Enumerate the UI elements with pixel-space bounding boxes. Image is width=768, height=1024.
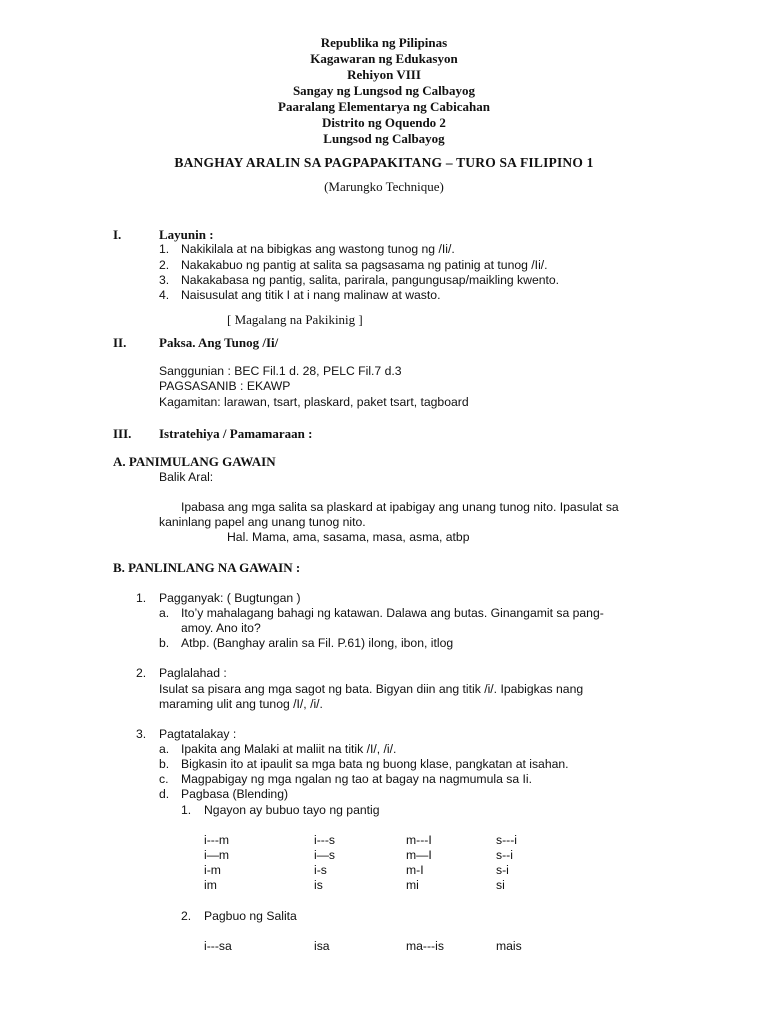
syllable-cell: im bbox=[204, 878, 217, 892]
objective-3-number: 3. bbox=[159, 273, 170, 287]
pagganyak-number: 1. bbox=[136, 591, 147, 605]
balik-aral-paragraph-line-2: kaninlang papel ang unang tunog nito. bbox=[159, 515, 366, 529]
lesson-plan-title: BANGHAY ARALIN SA PAGPAPAKITANG – TURO SA FILIPINO 1 bbox=[174, 155, 594, 170]
header-line-city: Lungsod ng Calbayog bbox=[323, 131, 445, 146]
objective-1-number: 1. bbox=[159, 242, 170, 256]
riddle-b-letter: b. bbox=[159, 636, 170, 650]
section-1-heading: Layunin : bbox=[159, 227, 214, 242]
pagtatalakay-d-letter: d. bbox=[159, 787, 170, 801]
word-building-cell: isa bbox=[314, 939, 330, 953]
objective-4-text: Naisusulat ang titik I at i nang malinaw at wasto. bbox=[181, 288, 441, 302]
section-3-number: III. bbox=[113, 426, 132, 441]
syllable-cell: i---s bbox=[314, 833, 335, 847]
value-focus: [ Magalang na Pakikinig ] bbox=[227, 312, 363, 327]
section-2-heading: Paksa. Ang Tunog /Ii/ bbox=[159, 335, 279, 350]
syllable-cell: i---m bbox=[204, 833, 230, 847]
riddle-a-letter: a. bbox=[159, 606, 170, 620]
pagtatalakay-d-text: Pagbasa (Blending) bbox=[181, 787, 289, 801]
halimbawa-line: Hal. Mama, ama, sasama, masa, asma, atbp bbox=[227, 530, 470, 544]
objective-3-text: Nakakabasa ng pantig, salita, parirala, pangungusap/maikling kwento. bbox=[181, 273, 560, 287]
pagsasanib-line: PAGSASANIB : EKAWP bbox=[159, 379, 291, 393]
objective-2-number: 2. bbox=[159, 258, 170, 272]
section-b-heading: B. PANLINLANG NA GAWAIN : bbox=[113, 560, 301, 575]
syllable-cell: i—s bbox=[314, 848, 335, 862]
paglalahad-line-2: maraming ulit ang tunog /I/, /i/. bbox=[159, 697, 323, 711]
syllable-cell: i-m bbox=[204, 863, 221, 877]
blending-step-2-text: Pagbuo ng Salita bbox=[204, 909, 297, 923]
riddle-a-line-2: amoy. Ano ito? bbox=[181, 621, 261, 635]
syllable-cell: i—m bbox=[204, 848, 230, 862]
syllable-cell: m---I bbox=[406, 833, 432, 847]
word-building-cell: ma---is bbox=[406, 939, 444, 953]
riddle-a-line-1: Ito’y mahalagang bahagi ng katawan. Dalawa ang butas. Ginangamit sa pang- bbox=[181, 606, 604, 620]
syllable-cell: s-i bbox=[496, 863, 509, 877]
pagtatalakay-label: Pagtatalakay : bbox=[159, 727, 237, 741]
syllable-cell: m—I bbox=[406, 848, 432, 862]
word-building-cell: i---sa bbox=[204, 939, 232, 953]
syllable-cell: s---i bbox=[496, 833, 517, 847]
syllable-cell: m-I bbox=[406, 863, 424, 877]
pagtatalakay-number: 3. bbox=[136, 727, 147, 741]
kagamitan-line: Kagamitan: larawan, tsart, plaskard, paket tsart, tagboard bbox=[159, 395, 469, 409]
syllable-cell: si bbox=[496, 878, 505, 892]
pagtatalakay-c-letter: c. bbox=[159, 772, 169, 786]
header-line-school: Paaralang Elementarya ng Cabicahan bbox=[278, 99, 490, 114]
section-2-number: II. bbox=[113, 335, 127, 350]
lesson-plan-subtitle: (Marungko Technique) bbox=[324, 179, 444, 194]
paglalahad-line-1: Isulat sa pisara ang mga sagot ng bata. Bigyan diin ang titik /i/. Ipabigkas nang bbox=[159, 682, 584, 696]
school-header bbox=[0, 35, 768, 147]
pagtatalakay-b-letter: b. bbox=[159, 757, 170, 771]
section-a-heading: A. PANIMULANG GAWAIN bbox=[113, 454, 276, 469]
paglalahad-number: 2. bbox=[136, 666, 147, 680]
blending-step-1-text: Ngayon ay bubuo tayo ng pantig bbox=[204, 803, 380, 817]
syllable-cell: s--i bbox=[496, 848, 513, 862]
section-3-heading: Istratehiya / Pamamaraan : bbox=[159, 426, 313, 441]
pagganyak-label: Pagganyak: ( Bugtungan ) bbox=[159, 591, 301, 605]
blending-step-2-number: 2. bbox=[181, 909, 192, 923]
pagtatalakay-c-text: Magpabigay ng mga ngalan ng tao at bagay na nagmumula sa Ii. bbox=[181, 772, 532, 786]
paglalahad-label: Paglalahad : bbox=[159, 666, 227, 680]
header-line-region: Rehiyon VIII bbox=[347, 67, 421, 82]
section-1-number: I. bbox=[113, 227, 122, 242]
objective-1-text: Nakikilala at na bibigkas ang wastong tunog ng /Ii/. bbox=[181, 242, 455, 256]
header-line-division: Sangay ng Lungsod ng Calbayog bbox=[292, 83, 476, 98]
pagtatalakay-b-text: Bigkasin ito at ipaulit sa mga bata ng buong klase, pangkatan at isahan. bbox=[181, 757, 569, 771]
syllable-cell: is bbox=[314, 878, 323, 892]
balik-aral-label: Balik Aral: bbox=[159, 470, 214, 484]
sanggunian-line: Sanggunian : BEC Fil.1 d. 28, PELC Fil.7 d.3 bbox=[159, 364, 402, 378]
pagtatalakay-a-text: Ipakita ang Malaki at maliit na titik /I/, /i/. bbox=[181, 742, 397, 756]
word-building-cell: mais bbox=[496, 939, 522, 953]
objective-2-text: Nakakabuo ng pantig at salita sa pagsasama ng patinig at tunog /Ii/. bbox=[181, 258, 548, 272]
syllable-cell: mi bbox=[406, 878, 419, 892]
riddle-b-text: Atbp. (Banghay aralin sa Fil. P.61) ilong, ibon, itlog bbox=[181, 636, 454, 650]
blending-step-1-number: 1. bbox=[181, 803, 192, 817]
pagtatalakay-a-letter: a. bbox=[159, 742, 170, 756]
objective-4-number: 4. bbox=[159, 288, 170, 302]
header-line-republic: Republika ng Pilipinas bbox=[320, 35, 448, 50]
header-line-district: Distrito ng Oquendo 2 bbox=[322, 115, 446, 130]
syllable-cell: i-s bbox=[314, 863, 327, 877]
balik-aral-paragraph-line-1: Ipabasa ang mga salita sa plaskard at ipabigay ang unang tunog nito. Ipasulat sa bbox=[181, 500, 619, 514]
header-line-department: Kagawaran ng Edukasyon bbox=[310, 51, 458, 66]
